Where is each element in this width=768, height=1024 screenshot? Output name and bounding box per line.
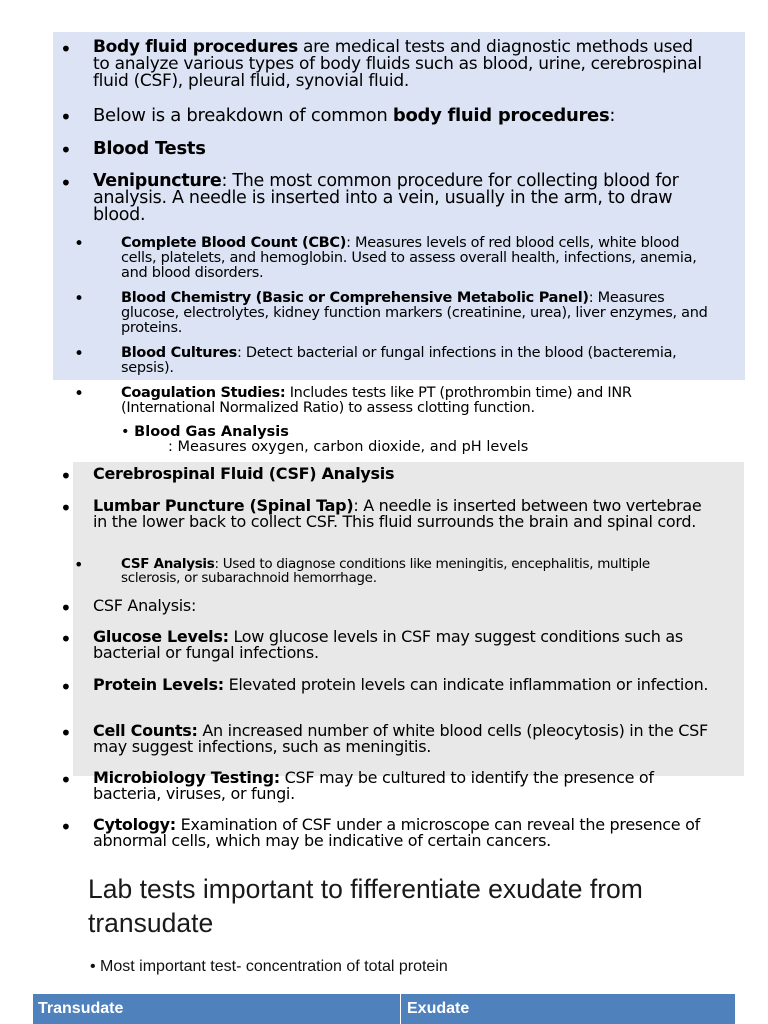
bullet-icon: • <box>60 675 72 699</box>
bullet-icon: • <box>60 171 72 195</box>
item-text: Complete Blood Count (CBC): Measures levels of red blood cells, white blood cells, platelets, and hemoglobin. Used to assess overall health, infections, anemia, and blood disorders. <box>121 235 697 281</box>
item-text: Microbiology Testing: CSF may be cultured to identify the presence of bacteria, viruses, or fungi. <box>93 768 654 803</box>
item-text: Body fluid procedures are medical tests and diagnostic methods used to analyze various types of body fluids such as blood, urine, cerebrospinal fluid (CSF), pleural fluid, synovial fluid. <box>93 37 702 91</box>
item-text: Lumbar Puncture (Spinal Tap): A needle is inserted between two vertebrae in the lower back to collect CSF. This fluid surrounds the brain and spinal cord. <box>93 496 702 531</box>
bullet-icon: • <box>60 627 72 651</box>
slide-bullet: • Most important test- concentration of total protein <box>90 958 448 975</box>
item-text: Cell Counts: An increased number of white blood cells (pleocytosis) in the CSF may suggest infections, such as meningitis. <box>93 721 708 756</box>
item-text: Cytology: Examination of CSF under a microscope can reveal the presence of abnormal cells, which may be indicative of certain cancers. <box>93 815 700 850</box>
column-header-transudate: Transudate <box>33 994 401 1024</box>
item-text: Below is a breakdown of common body fluid procedures: <box>93 105 616 126</box>
bullet-icon: • <box>74 384 85 404</box>
item-text: Blood Tests <box>93 138 206 159</box>
bullet-icon: • <box>74 289 85 309</box>
item-text: • Blood Gas Analysis : Measures oxygen, carbon dioxide, and pH levels <box>121 424 529 455</box>
bullet-icon: • <box>74 344 85 364</box>
item-text: Cerebrospinal Fluid (CSF) Analysis <box>93 464 395 483</box>
bullet-icon: • <box>60 464 72 488</box>
bullet-icon: • <box>60 768 72 792</box>
slide-title: Lab tests important to fifferentiate exudate from transudate <box>88 874 643 938</box>
column-header-exudate: Exudate <box>407 1000 470 1017</box>
bullet-icon: • <box>60 496 72 520</box>
item-text: Blood Chemistry (Basic or Comprehensive Metabolic Panel): Measures glucose, electrolytes, kidney function markers (creatinine, urea), liver enzymes, and proteins. <box>121 290 708 336</box>
item-text: CSF Analysis: Used to diagnose conditions like meningitis, encephalitis, multiple sclerosis, or subarachnoid hemorrhage. <box>121 556 650 586</box>
bullet-icon: • <box>60 105 72 129</box>
item-text: Blood Cultures: Detect bacterial or fungal infections in the blood (bacteremia, sepsis). <box>121 345 677 376</box>
bullet-icon: • <box>60 138 72 162</box>
bullet-icon: • <box>60 37 72 61</box>
item-text: Coagulation Studies: Includes tests like PT (prothrombin time) and INR (International Normalized Ratio) to assess clotting function. <box>121 385 632 416</box>
bullet-icon: • <box>60 721 72 745</box>
bullet-icon: • <box>60 596 72 620</box>
comparison-table-header <box>33 994 735 1024</box>
bullet-icon: • <box>74 555 84 574</box>
item-text: CSF Analysis: <box>93 596 197 615</box>
bullet-icon: • <box>60 815 72 839</box>
item-text: Glucose Levels: Low glucose levels in CSF may suggest conditions such as bacterial or fungal infections. <box>93 627 683 662</box>
item-text: Protein Levels: Elevated protein levels can indicate inflammation or infection. <box>93 675 709 694</box>
bullet-icon: • <box>74 234 85 254</box>
clipped-list-item <box>74 424 694 455</box>
item-text: Venipuncture: The most common procedure for collecting blood for analysis. A needle is inserted into a vein, usually in the arm, to draw blood. <box>93 171 679 225</box>
